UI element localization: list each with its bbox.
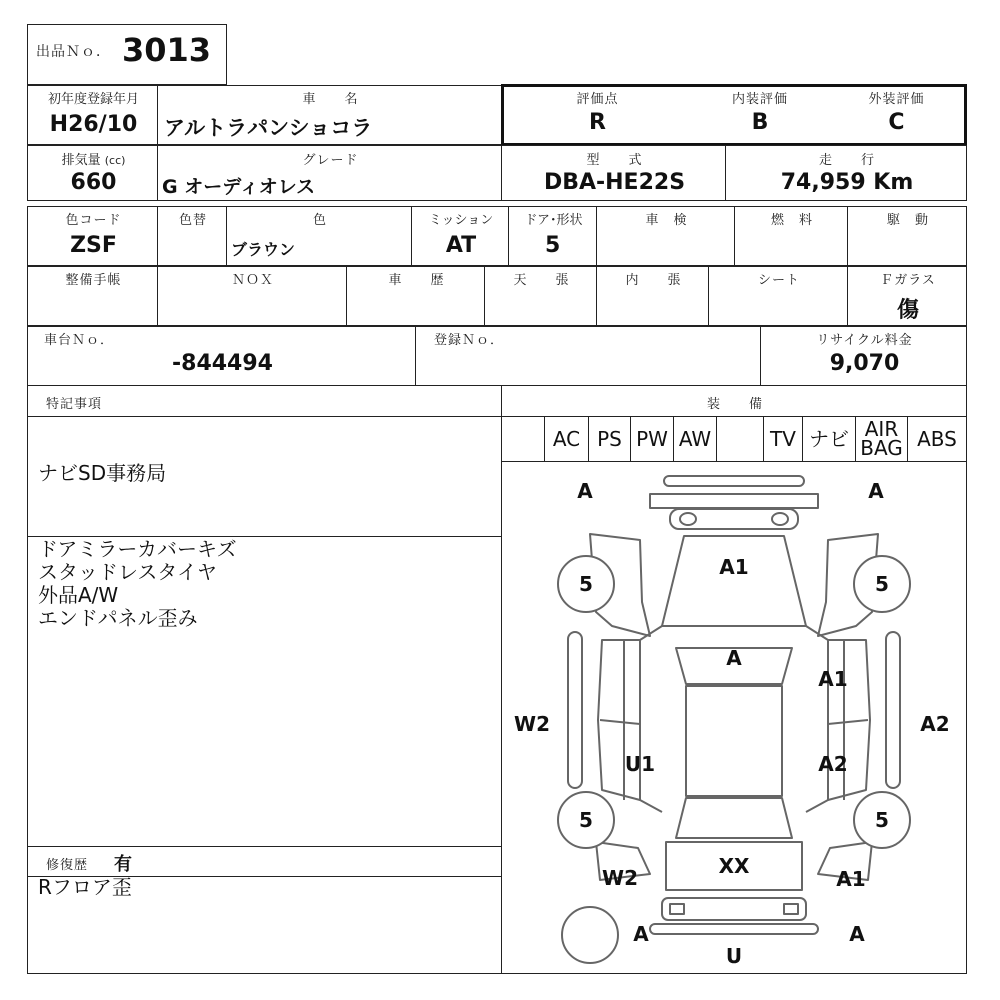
recycle-label: リサイクル料金 (816, 333, 913, 348)
damage-rear-right: A (849, 922, 865, 946)
model-label: 型 式 (586, 153, 643, 168)
mission-value: AT (445, 233, 477, 258)
inspection-label: 車 検 (645, 213, 688, 228)
displacement-label: 排気量 (cc) (61, 153, 126, 168)
door-label: ドア･形状 (524, 213, 583, 228)
damage-rear-right-quarter: A1 (836, 867, 866, 891)
equipment-header: 装 備 (706, 397, 763, 412)
damage-left-rear-door: U1 (624, 752, 656, 776)
damage-right-rear-door: A2 (818, 752, 848, 776)
score-value: R (589, 110, 606, 135)
registration-label: 登録Ｎｏ． (434, 333, 505, 348)
car-name-value: アルトラパンショコラ (164, 116, 373, 140)
equip-tv: TV (763, 416, 803, 462)
fuel-label: 燃 料 (770, 213, 813, 228)
exterior-value: C (888, 110, 905, 135)
interior-value: B (751, 110, 769, 135)
damage-rear-left: A (633, 922, 649, 946)
damage-rear-left-quarter: W2 (602, 866, 638, 890)
model-value: DBA-HE22S (543, 170, 686, 195)
damage-windshield: A1 (719, 555, 749, 579)
spare-tire (562, 907, 618, 963)
seat-label: シート (757, 273, 800, 288)
damage-front-left: A (577, 479, 593, 503)
drive-label: 駆 動 (886, 213, 929, 228)
damage-right-side: A2 (920, 712, 950, 736)
notes-line1: ナビSD事務局 (38, 461, 167, 485)
equip-aw: AW (673, 416, 717, 462)
reg-date-value: H26/10 (49, 112, 138, 137)
grade-value: G オーディオレス (162, 176, 316, 198)
reg-date-label: 初年度登録年月 (47, 92, 139, 107)
color-value: ブラウン (231, 240, 296, 259)
damage-front-left-tire: 5 (579, 572, 593, 596)
damage-rear-left-tire: 5 (579, 808, 593, 832)
damage-rear-window: XX (718, 854, 750, 878)
damage-front-right: A (868, 479, 884, 503)
mileage-label: 走 行 (818, 153, 875, 168)
grade-label: グレード (302, 153, 359, 168)
interior-label: 内装評価 (731, 92, 788, 107)
door-value: 5 (545, 233, 561, 258)
interior-trim-label: 内 張 (625, 273, 682, 288)
repair-label: 修復歴 (46, 858, 89, 873)
history-label: 車 歴 (388, 273, 445, 288)
chassis-value: -844494 (172, 351, 273, 376)
lot-number: 3013 (122, 31, 212, 69)
exterior-label: 外装評価 (868, 92, 925, 107)
notes-line-1: ドアミラーカバーキズ (38, 537, 237, 561)
equip-ac: AC (544, 416, 589, 462)
notes-line-2: スタッドレスタイヤ (38, 560, 217, 584)
color-code-value: ZSF (70, 233, 117, 258)
nox-label: ＮＯＸ (231, 273, 274, 288)
damage-left-side: W2 (514, 712, 550, 736)
mission-label: ミッション (428, 213, 494, 228)
lot-label: 出品Ｎｏ． (36, 44, 111, 60)
color-change-label: 色替 (178, 213, 207, 228)
repair-note: Rフロア歪 (38, 875, 132, 899)
displacement-value: 660 (70, 170, 117, 195)
damage-rear-bumper: U (725, 944, 743, 968)
car-name-label: 車 名 (302, 92, 359, 107)
equip-pw: PW (630, 416, 674, 462)
equip-ps: PS (588, 416, 631, 462)
damage-front-right-tire: 5 (875, 572, 889, 596)
ceiling-label: 天 張 (513, 273, 570, 288)
notes-line-4: エンドパネル歪み (38, 606, 198, 630)
damage-right-front-door: A1 (818, 667, 848, 691)
mileage-value: 74,959 Km (780, 170, 914, 195)
damage-rear-right-tire: 5 (875, 808, 889, 832)
recycle-value: 9,070 (829, 351, 900, 376)
color-label: 色 (312, 213, 327, 228)
chassis-label: 車台Ｎｏ． (44, 333, 115, 348)
notes-line-3: 外品A/W (38, 583, 119, 607)
equip-navi: ナビ (802, 416, 856, 462)
color-code-label: 色コード (65, 213, 122, 228)
repair-value: 有 (114, 854, 132, 875)
damage-roof: A (726, 646, 742, 670)
score-label: 評価点 (576, 92, 619, 107)
f-glass-value: 傷 (896, 298, 919, 323)
notes-header: 特記事項 (46, 397, 103, 412)
equip-airbag: AIR BAG (855, 416, 908, 462)
f-glass-label: Ｆガラス (880, 273, 936, 288)
maintenance-label: 整備手帳 (65, 273, 122, 288)
equip-abs: ABS (907, 416, 967, 462)
